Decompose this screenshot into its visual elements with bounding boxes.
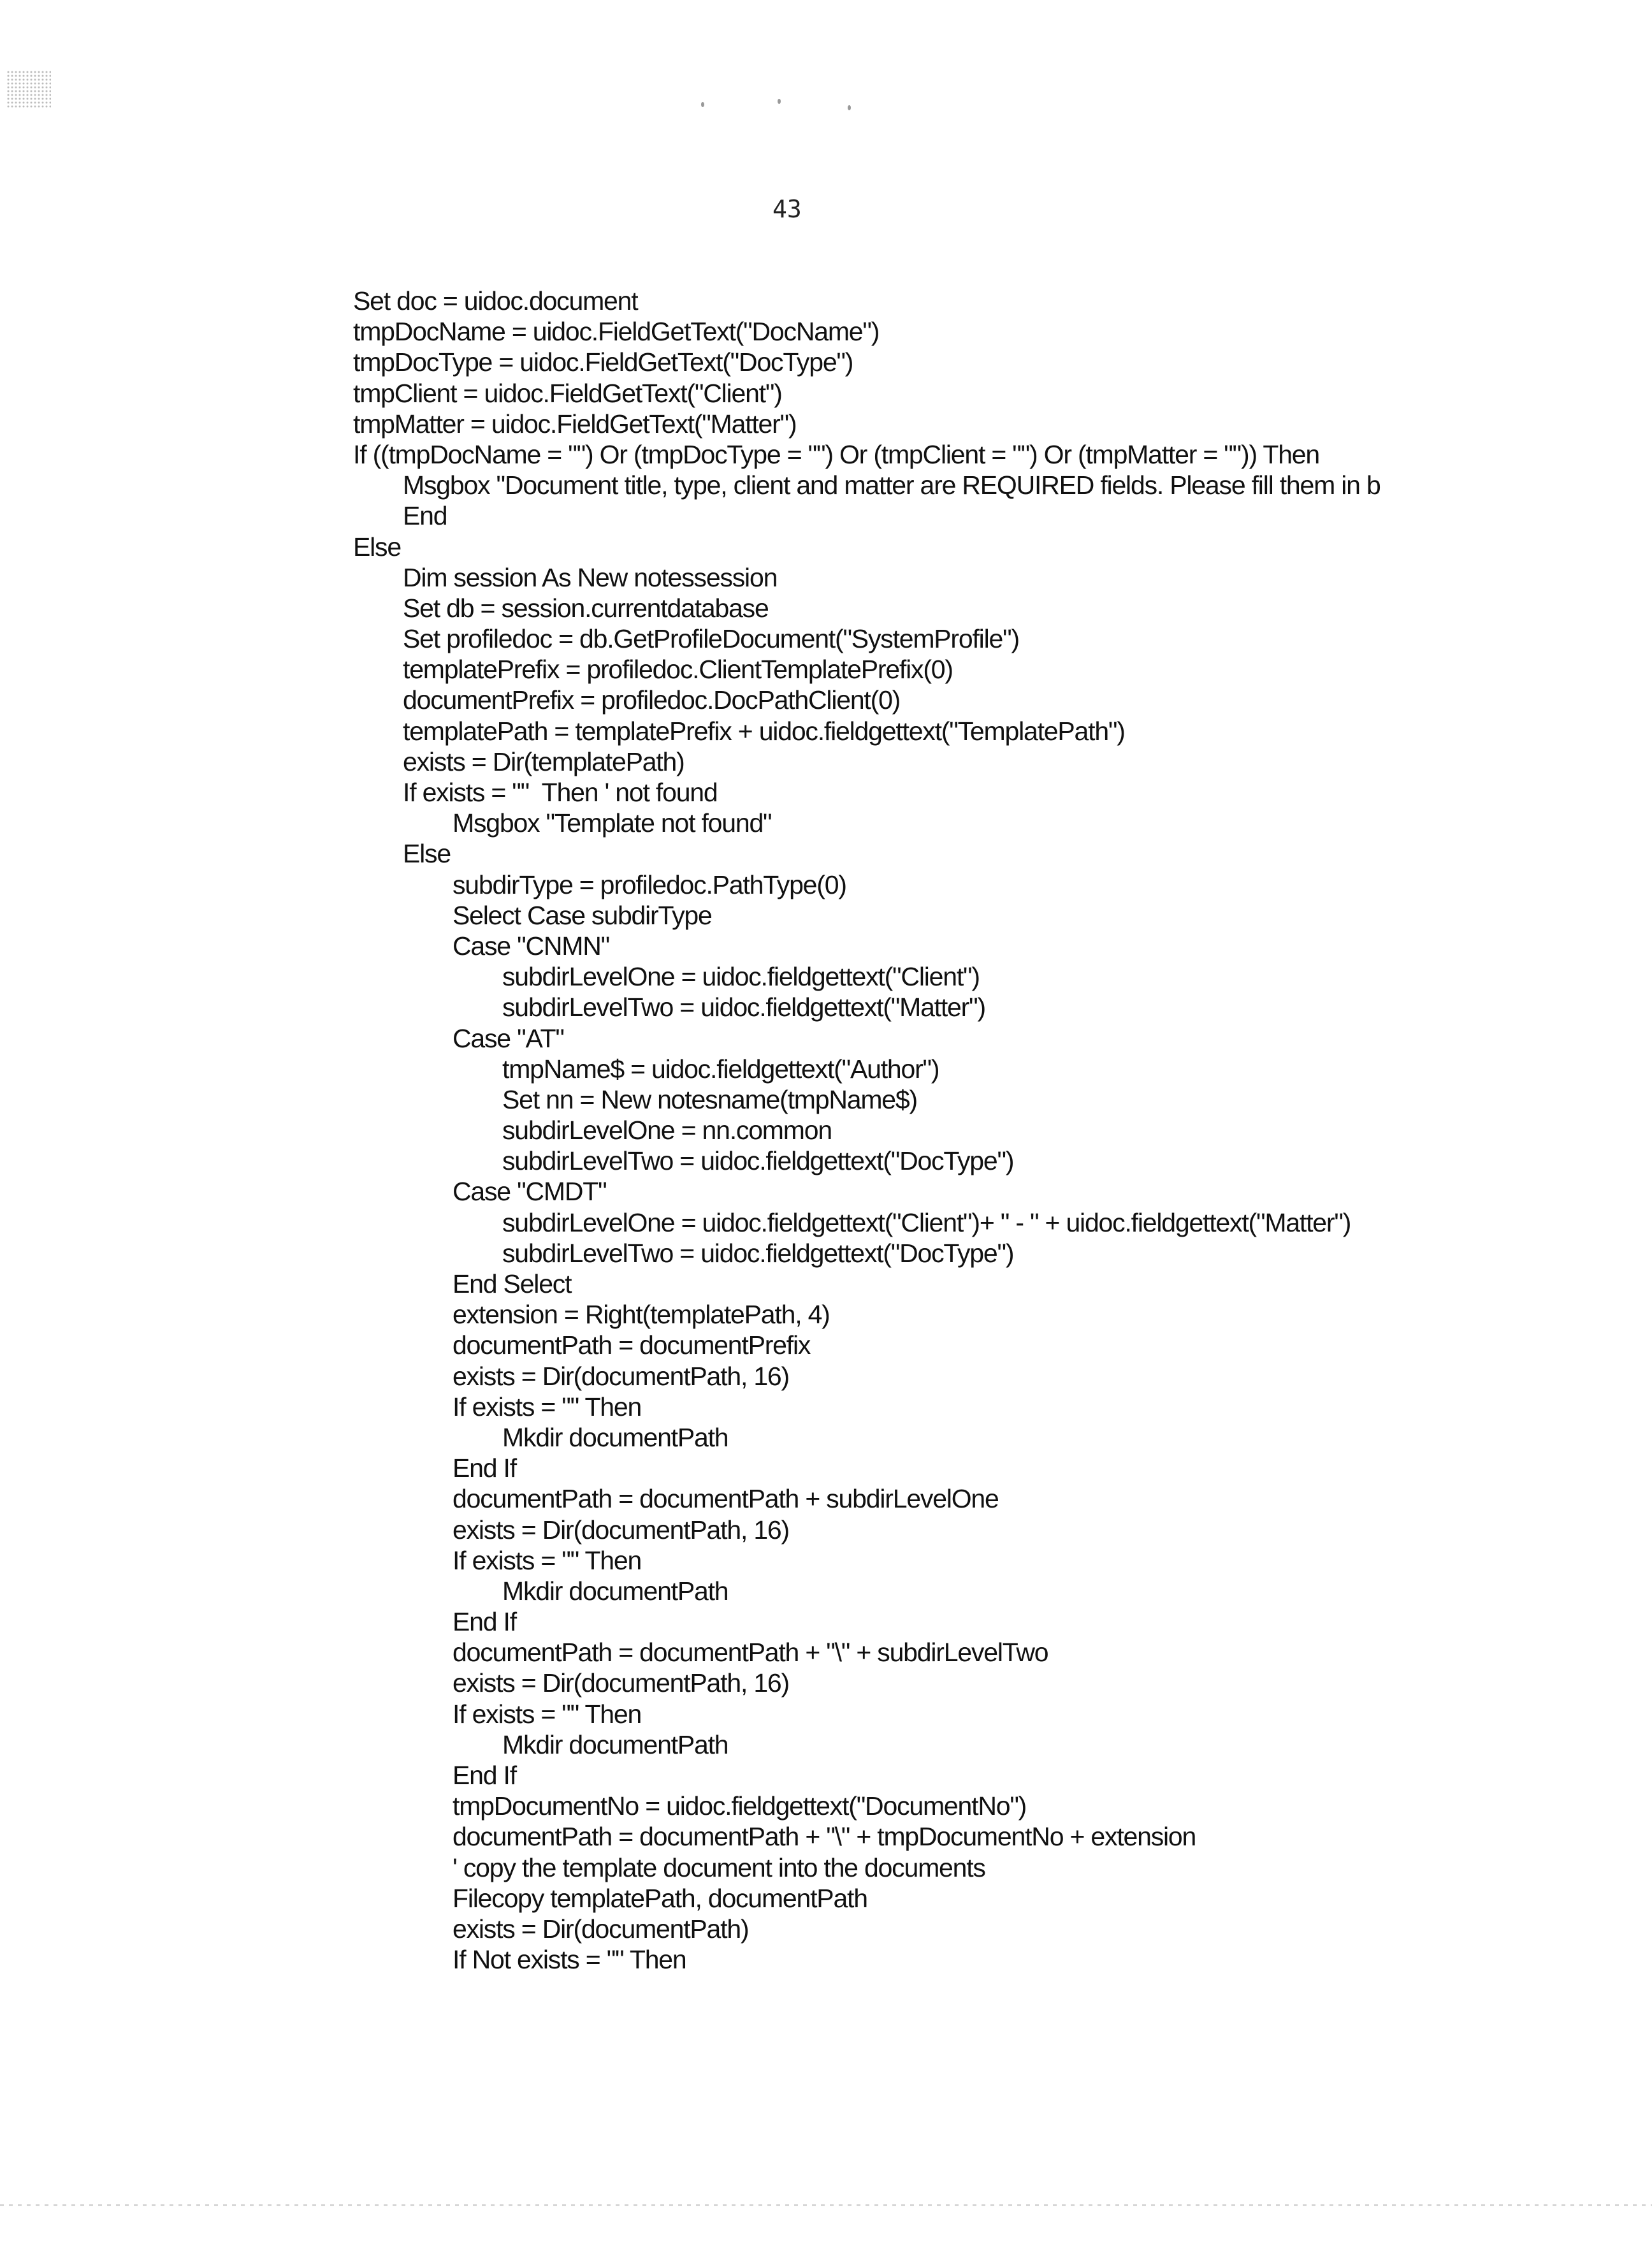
code-line: subdirLevelTwo = uidoc.fieldgettext("DocType") [502,1145,1380,1176]
code-line: End [403,500,1380,531]
code-line: Msgbox "Template not found" [453,808,1380,838]
code-line: Else [403,838,1380,869]
code-line: If exists = "" Then ' not found [403,777,1380,808]
scan-speck [778,99,781,104]
code-line: documentPath = documentPrefix [453,1330,1380,1360]
code-line: subdirType = profiledoc.PathType(0) [453,869,1380,900]
code-line: Msgbox "Document title, type, client and matter are REQUIRED fields. Please fill them in b [403,470,1380,500]
code-line: Filecopy templatePath, documentPath [453,1883,1380,1914]
code-line: End Select [453,1269,1380,1299]
code-line: Mkdir documentPath [502,1729,1380,1760]
code-line: Case "AT" [453,1023,1380,1054]
code-line: documentPath = documentPath + "\" + subdirLevelTwo [453,1637,1380,1668]
code-line: tmpDocName = uidoc.FieldGetText("DocName") [353,316,1380,347]
code-line: tmpName$ = uidoc.fieldgettext("Author") [502,1054,1380,1084]
code-line: exists = Dir(documentPath) [453,1914,1380,1944]
page-number: 43 [772,195,802,223]
code-line: Set doc = uidoc.document [353,286,1380,316]
code-line: End If [453,1453,1380,1483]
code-line: documentPrefix = profiledoc.DocPathClient(0) [403,685,1380,715]
code-line: subdirLevelTwo = uidoc.fieldgettext("DocType") [502,1238,1380,1269]
code-line: subdirLevelOne = uidoc.fieldgettext("Client") [502,961,1380,992]
code-line: templatePath = templatePrefix + uidoc.fieldgettext("TemplatePath") [403,716,1380,746]
code-line: templatePrefix = profiledoc.ClientTemplatePrefix(0) [403,654,1380,685]
code-line: End If [453,1606,1380,1637]
code-line: subdirLevelOne = nn.common [502,1115,1380,1145]
scan-speck [6,70,51,108]
code-line: Case "CMDT" [453,1176,1380,1207]
code-line: Set db = session.currentdatabase [403,593,1380,623]
code-line: Mkdir documentPath [502,1576,1380,1606]
code-line: tmpMatter = uidoc.FieldGetText("Matter") [353,409,1380,439]
code-line: If ((tmpDocName = "") Or (tmpDocType = "") Or (tmpClient = "") Or (tmpMatter = "")) Then [353,439,1380,470]
code-line: Set nn = New notesname(tmpName$) [502,1084,1380,1115]
code-line: If exists = "" Then [453,1392,1380,1422]
code-line: extension = Right(templatePath, 4) [453,1299,1380,1330]
code-line: tmpClient = uidoc.FieldGetText("Client") [353,378,1380,409]
code-line: documentPath = documentPath + "\" + tmpDocumentNo + extension [453,1821,1380,1852]
code-line: Set profiledoc = db.GetProfileDocument("SystemProfile") [403,623,1380,654]
code-line: exists = Dir(templatePath) [403,746,1380,777]
code-line: If exists = "" Then [453,1545,1380,1576]
code-line: Else [353,532,1380,562]
code-line: ' copy the template document into the documents [453,1852,1380,1883]
scan-speck [701,102,704,107]
code-line: Mkdir documentPath [502,1422,1380,1453]
code-listing [353,286,1380,1975]
scan-speck [848,105,851,110]
code-line: If Not exists = "" Then [453,1944,1380,1975]
code-line: Dim session As New notessession [403,562,1380,593]
code-line: subdirLevelTwo = uidoc.fieldgettext("Matter") [502,992,1380,1022]
code-line: Select Case subdirType [453,900,1380,931]
code-line: Case "CNMN" [453,931,1380,961]
code-line: tmpDocType = uidoc.FieldGetText("DocType") [353,347,1380,377]
code-line: subdirLevelOne = uidoc.fieldgettext("Client")+ " - " + uidoc.fieldgettext("Matter") [502,1207,1380,1238]
code-line: End If [453,1760,1380,1791]
scan-artifact-line [0,2204,1652,2206]
code-line: documentPath = documentPath + subdirLevelOne [453,1483,1380,1514]
code-line: exists = Dir(documentPath, 16) [453,1361,1380,1392]
code-line: exists = Dir(documentPath, 16) [453,1668,1380,1698]
code-line: exists = Dir(documentPath, 16) [453,1515,1380,1545]
code-line: tmpDocumentNo = uidoc.fieldgettext("DocumentNo") [453,1791,1380,1821]
code-line: If exists = "" Then [453,1699,1380,1729]
